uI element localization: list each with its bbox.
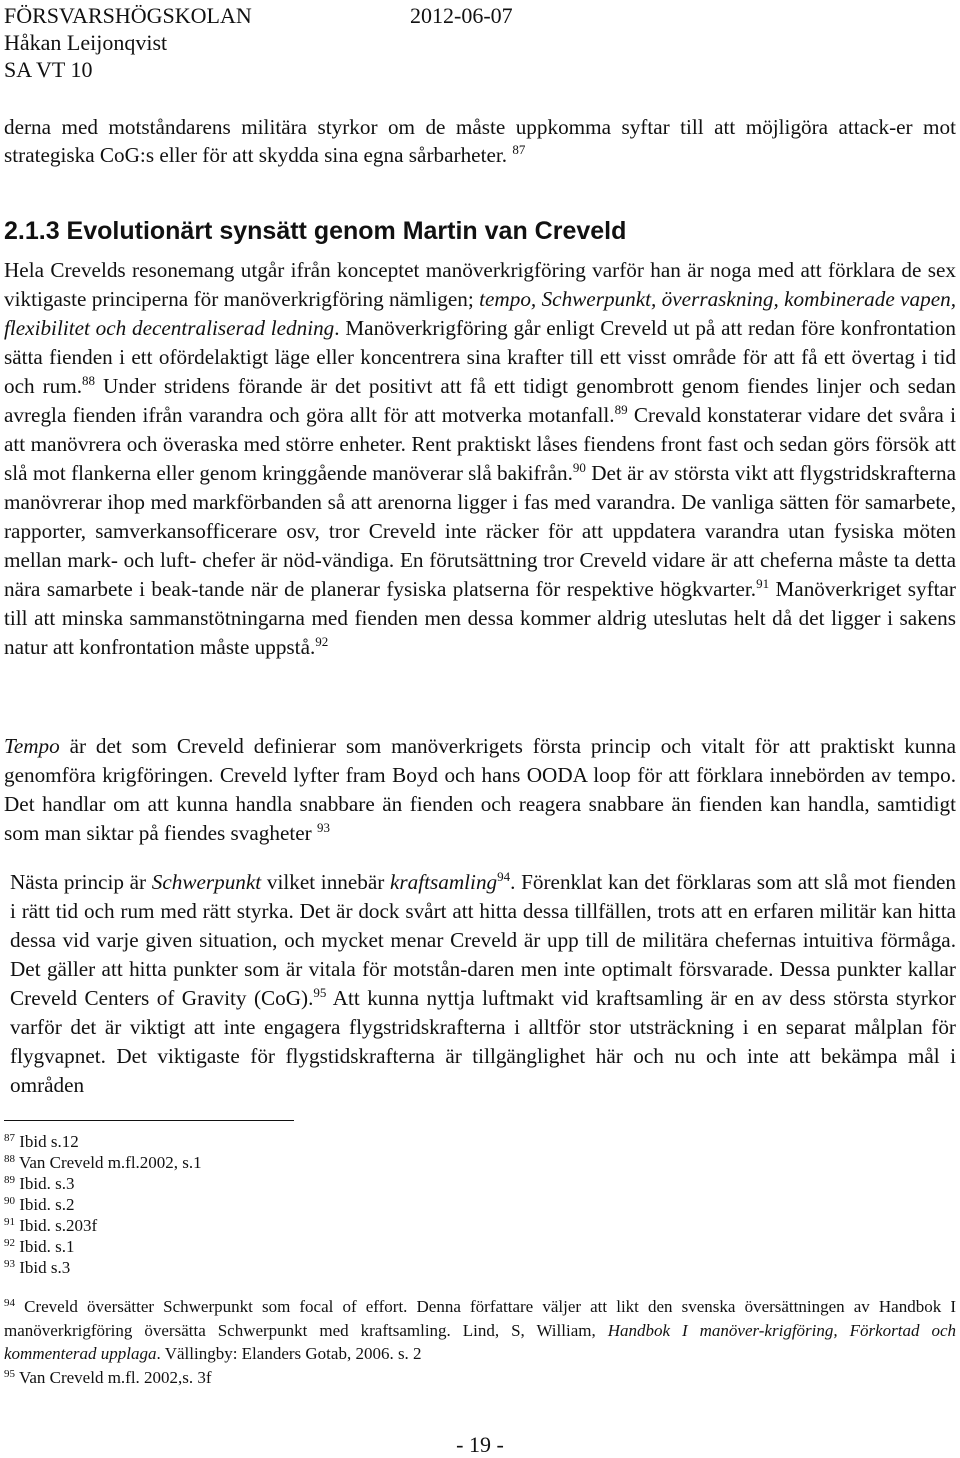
p2-text-3: Under stridens förande är det positivt att få ett tidigt genombrott genom fiendes linjer och sedan avregla fienden ifrån varandra och göra allt för att motverka motanfall.: [4, 374, 956, 427]
footnote-91: [4, 1215, 956, 1236]
paragraph-intro: [4, 114, 956, 169]
footnote-ref-91[interactable]: 91: [756, 576, 770, 591]
footnote-number: 94: [4, 1297, 15, 1309]
p2-text-2: . Manöverkrigföring går enligt Creveld ut på att redan före konfrontation sätta fienden i ett ofördelaktigt läge eller koncentrera sina krafter till ett visst område för att få ett övertag i tid och rum.: [4, 316, 956, 398]
footnote-text: Creveld översätter Schwerpunkt som focal of effort. Denna författare väljer att likt den svenska översättningen av Handbok I manöverkrigföring översätta Schwerpunkt med kraftsamling. Lind, S, William,: [4, 1297, 956, 1340]
footnote-ref-87[interactable]: 87: [512, 141, 526, 157]
paragraph-schwerpunkt: [4, 868, 956, 1100]
footnote-number: 91: [4, 1216, 15, 1228]
footnote-text: Ibid s.12: [15, 1132, 79, 1151]
footnote-88: [4, 1152, 956, 1173]
footnote-number: 95: [4, 1368, 15, 1380]
footnote-ref-90[interactable]: 90: [572, 460, 586, 475]
header-author: Håkan Leijonqvist: [4, 30, 168, 55]
footnote-ref-88[interactable]: 88: [82, 373, 96, 388]
footnote-text: Ibid. s.203f: [15, 1216, 98, 1235]
footnote-ref-93[interactable]: 93: [317, 820, 331, 835]
footnote-book-title: Handbok I manöver-krigföring, Förkortad och kommenterad upplaga: [4, 1320, 956, 1363]
footnote-number: 90: [4, 1195, 15, 1207]
footnote-number: 93: [4, 1258, 15, 1270]
p2-principles: tempo, Schwerpunkt, överraskning, kombinerade vapen, flexibilitet och decentraliserad ledning: [4, 287, 957, 340]
footnote-95: [4, 1367, 956, 1388]
footnote-number: 92: [4, 1237, 15, 1249]
p3-tempo-term: Tempo: [4, 734, 60, 758]
footnote-number: 87: [4, 1132, 15, 1144]
footnote-number: 89: [4, 1174, 15, 1186]
paragraph-intro-text: derna med motståndarens militära styrkor om de måste uppkomma syftar till att möjligöra attack-er mot strategiska CoG:s eller för att skydda sina egna sårbarheter.: [4, 115, 956, 167]
footnote-text: Van Creveld m.fl.2002, s.1: [15, 1153, 202, 1172]
footnote-text: Ibid. s.1: [15, 1237, 75, 1256]
footnote-87: [4, 1131, 956, 1152]
p4-schwerpunkt-term: Schwerpunkt: [151, 870, 262, 894]
paragraph-tempo: [4, 732, 956, 848]
footnote-ref-95[interactable]: 95: [313, 985, 327, 1000]
p3-text: är det som Creveld definierar som manöverkrigets första princip och vitalt för att praktiskt kunna genomföra krigföringen. Creveld lyfter fram Boyd och hans OODA loop för att förklara innebörden av tempo. Det handlar om att kunna handla snabbare än fienden och reagera snabbare än fienden kan handla, samtidigt som man siktar på fiendes svagheter: [4, 734, 956, 845]
p2-text-1: Hela Crevelds resonemang utgår ifrån konceptet manöverkrigföring varför han är noga med att förklara de sex viktigaste principerna för manöverkrigföring nämligen;: [4, 258, 956, 311]
header-school: FÖRSVARSHÖGSKOLAN: [4, 3, 252, 28]
p4-text-2: vilket innebär: [261, 870, 391, 894]
footnote-text: Ibid. s.2: [15, 1195, 75, 1214]
footnote-ref-94[interactable]: 94: [497, 869, 511, 884]
p4-text-1: Nästa princip är: [10, 870, 152, 894]
footnote-separator: [4, 1120, 294, 1121]
footnote-94: [4, 1295, 956, 1366]
footnotes-list: [4, 1131, 956, 1278]
header-date: 2012-06-07: [410, 3, 513, 28]
section-heading: 2.1.3 Evolutionärt synsätt genom Martin van Creveld: [4, 217, 627, 245]
paragraph-maneuver-warfare: [4, 256, 956, 662]
p2-text-4: Crevald konstaterar vidare det svåra i att manövrera och överaska med större enheter. Rent praktiskt låses fiendens front fast och sedan görs försök att slå mot flankerna eller genom kringgående manöverar slå bakifrån.: [4, 403, 956, 485]
header-course: SA VT 10: [4, 57, 93, 82]
footnote-text: Ibid. s.3: [15, 1174, 75, 1193]
footnote-text: Ibid s.3: [15, 1258, 71, 1277]
footnote-89: [4, 1173, 956, 1194]
p4-text-4: Att kunna nyttja luftmakt vid kraftsamling är en av dess största styrkor varför det är viktigt att inte engagera flygstridskrafterna i alltför stor utsträckning i en separat målplan för flygvapnet. Det viktigaste för flygstidskrafterna är tillgänglighet här och nu och inte att bekämpa mål i områden: [10, 986, 956, 1097]
footnote-92: [4, 1236, 956, 1257]
footnote-90: [4, 1194, 956, 1215]
p2-text-5: Det är av största vikt att flygstridskrafterna manövrerar ihop med markförbanden så att arenorna ligger i fas med varandra. De vanliga sätten för samarbete, rapporter, samverkansofficerare osv, tror Creveld inte räcker för att uppdatera varandra utan fysiska möten mellan mark- och luft- chefer är nöd-vändiga. En förutsättning tror Creveld vidare är att cheferna måste ta detta nära samarbete i beak-tande när de planerar fysiska platserna för respektive högkvarter.: [4, 461, 956, 601]
p4-kraftsamling-term: kraftsamling: [390, 870, 498, 894]
footnote-number: 88: [4, 1153, 15, 1165]
footnote-text: Van Creveld m.fl. 2002,s. 3f: [15, 1368, 212, 1387]
footnote-ref-92[interactable]: 92: [315, 634, 329, 649]
p4-text-3: . Förenklat kan det förklaras som att slå mot fienden i rätt tid och rum med rätt styrka. Det är dock svårt att hitta dessa tillfällen, trots att en erfaren militär kan hitta dessa vid varje given situation, och mycket menar Creveld är upp till de militära chefernas intuitiva förmåga. Det gäller att hitta punkter som är vitala för motstån-daren men inte optimalt försvarade. Dessa punkter kallar Creveld Centers of Gravity (CoG).: [10, 870, 956, 1010]
page-number: - 19 -: [456, 1432, 504, 1457]
footnote-text-end: . Vällingby: Elanders Gotab, 2006. s. 2: [156, 1344, 422, 1363]
footnote-ref-89[interactable]: 89: [614, 402, 628, 417]
page-header: [4, 2, 513, 83]
footnote-93: [4, 1257, 956, 1278]
p2-text-6: Manöverkriget syftar till att minska sammanstötningarna med fienden men dessa kommer aldrig uteslutas helt då det ligger i sakens natur att konfrontation måste uppstå.: [4, 577, 956, 659]
